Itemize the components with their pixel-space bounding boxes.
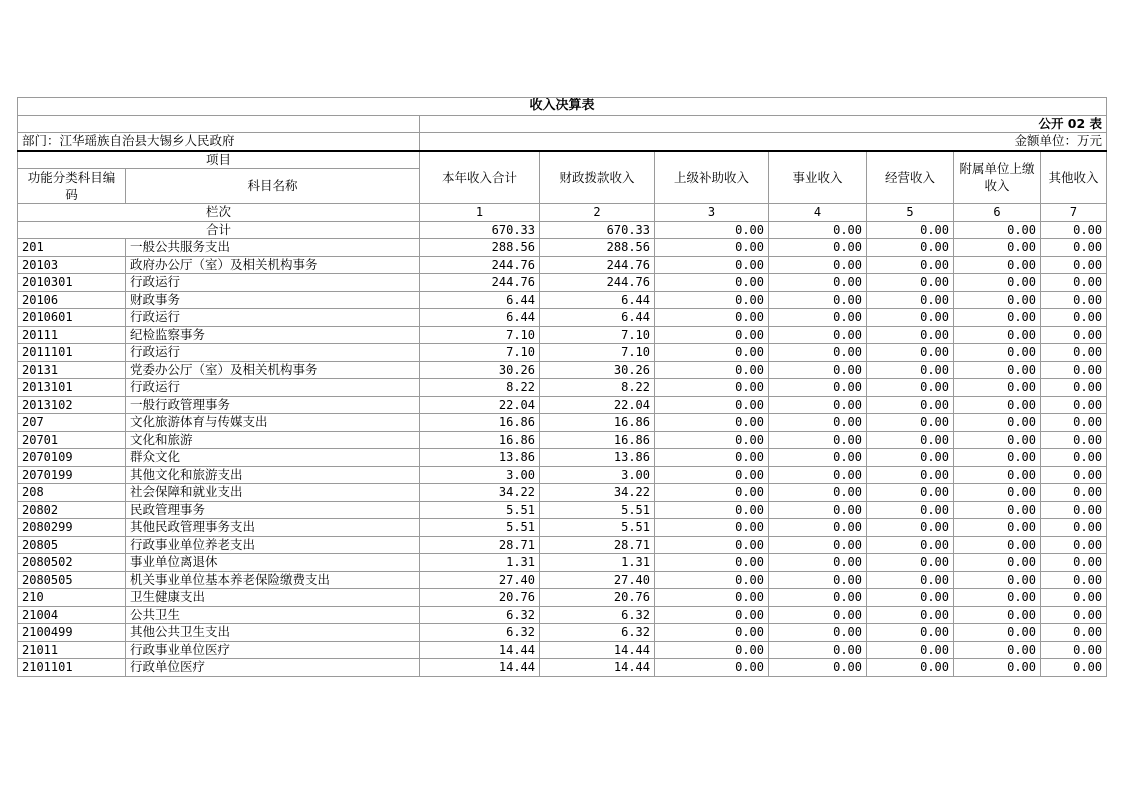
amount-cell: 0.00 — [769, 624, 867, 642]
amount-cell: 244.76 — [540, 256, 655, 274]
subject-code-cell: 20106 — [18, 291, 126, 309]
amount-cell: 0.00 — [769, 309, 867, 327]
subject-code-cell: 2013101 — [18, 379, 126, 397]
amount-cell: 0.00 — [1041, 239, 1107, 257]
amount-cell: 0.00 — [954, 449, 1041, 467]
amount-cell: 0.00 — [954, 326, 1041, 344]
subject-name-cell: 文化和旅游 — [126, 431, 420, 449]
subject-name-cell: 行政事业单位医疗 — [126, 641, 420, 659]
subject-name-cell: 一般公共服务支出 — [126, 239, 420, 257]
amount-cell: 16.86 — [420, 431, 540, 449]
form-number: 公开 02 表 — [420, 115, 1107, 133]
table-row — [18, 379, 1107, 397]
subject-name-cell: 行政单位医疗 — [126, 659, 420, 677]
fiscal-appropriation-header: 财政拨款收入 — [540, 151, 655, 204]
amount-cell: 0.00 — [1041, 256, 1107, 274]
total-value-cell: 0.00 — [769, 221, 867, 239]
amount-cell: 0.00 — [1041, 571, 1107, 589]
amount-cell: 244.76 — [540, 274, 655, 292]
amount-cell: 0.00 — [769, 274, 867, 292]
amount-cell: 0.00 — [769, 501, 867, 519]
subject-name-cell: 公共卫生 — [126, 606, 420, 624]
amount-cell: 0.00 — [867, 519, 954, 537]
subject-code-cell: 20805 — [18, 536, 126, 554]
amount-cell: 0.00 — [867, 326, 954, 344]
amount-cell: 0.00 — [769, 659, 867, 677]
amount-cell: 30.26 — [420, 361, 540, 379]
amount-cell: 0.00 — [655, 414, 769, 432]
amount-cell: 0.00 — [769, 589, 867, 607]
table-row — [18, 256, 1107, 274]
subject-code-cell: 20701 — [18, 431, 126, 449]
subject-name-cell: 文化旅游体育与传媒支出 — [126, 414, 420, 432]
business-income-header: 事业收入 — [769, 151, 867, 204]
column-index-cell: 5 — [867, 204, 954, 222]
amount-cell: 0.00 — [1041, 501, 1107, 519]
amount-cell: 0.00 — [954, 571, 1041, 589]
amount-cell: 0.00 — [769, 571, 867, 589]
table-row — [18, 466, 1107, 484]
operating-income-header: 经营收入 — [867, 151, 954, 204]
amount-cell: 27.40 — [540, 571, 655, 589]
subject-name-cell: 机关事业单位基本养老保险缴费支出 — [126, 571, 420, 589]
amount-cell: 0.00 — [867, 501, 954, 519]
amount-cell: 0.00 — [769, 519, 867, 537]
amount-cell: 0.00 — [867, 414, 954, 432]
subject-code-cell: 2070199 — [18, 466, 126, 484]
amount-cell: 0.00 — [867, 571, 954, 589]
amount-cell: 5.51 — [540, 519, 655, 537]
amount-cell: 6.32 — [540, 624, 655, 642]
amount-cell: 0.00 — [954, 344, 1041, 362]
subject-code-cell: 2080299 — [18, 519, 126, 537]
amount-cell: 13.86 — [420, 449, 540, 467]
table-row — [18, 326, 1107, 344]
total-income-header: 本年收入合计 — [420, 151, 540, 204]
table-row — [18, 641, 1107, 659]
subject-name-cell: 党委办公厅（室）及相关机构事务 — [126, 361, 420, 379]
amount-cell: 0.00 — [954, 501, 1041, 519]
amount-cell: 0.00 — [655, 624, 769, 642]
amount-cell: 0.00 — [954, 414, 1041, 432]
amount-cell: 0.00 — [769, 396, 867, 414]
amount-cell: 6.44 — [420, 291, 540, 309]
total-value-cell: 670.33 — [540, 221, 655, 239]
amount-cell: 0.00 — [954, 431, 1041, 449]
form-number-row — [18, 115, 1107, 133]
amount-cell: 13.86 — [540, 449, 655, 467]
amount-cell: 3.00 — [540, 466, 655, 484]
amount-cell: 0.00 — [954, 256, 1041, 274]
amount-cell: 0.00 — [867, 431, 954, 449]
column-index-cell: 4 — [769, 204, 867, 222]
amount-cell: 0.00 — [655, 554, 769, 572]
amount-cell: 0.00 — [867, 466, 954, 484]
amount-cell: 0.00 — [1041, 449, 1107, 467]
amount-cell: 0.00 — [769, 361, 867, 379]
amount-cell: 7.10 — [420, 326, 540, 344]
amount-cell: 30.26 — [540, 361, 655, 379]
amount-cell: 6.32 — [420, 606, 540, 624]
amount-cell: 16.86 — [540, 414, 655, 432]
subject-code-cell: 208 — [18, 484, 126, 502]
column-index-label: 栏次 — [18, 204, 420, 222]
subject-code-cell: 20802 — [18, 501, 126, 519]
amount-cell: 0.00 — [1041, 431, 1107, 449]
amount-cell: 28.71 — [540, 536, 655, 554]
amount-cell: 0.00 — [867, 344, 954, 362]
amount-cell: 0.00 — [655, 431, 769, 449]
amount-cell: 0.00 — [954, 624, 1041, 642]
amount-cell: 0.00 — [1041, 414, 1107, 432]
amount-cell: 6.44 — [540, 309, 655, 327]
amount-cell: 14.44 — [540, 659, 655, 677]
amount-cell: 0.00 — [867, 361, 954, 379]
amount-cell: 1.31 — [420, 554, 540, 572]
amount-cell: 0.00 — [867, 606, 954, 624]
amount-cell: 244.76 — [420, 274, 540, 292]
amount-cell: 0.00 — [655, 606, 769, 624]
amount-cell: 0.00 — [1041, 274, 1107, 292]
subject-name-cell: 政府办公厅（室）及相关机构事务 — [126, 256, 420, 274]
amount-cell: 0.00 — [655, 309, 769, 327]
subject-code-cell: 20111 — [18, 326, 126, 344]
amount-cell: 0.00 — [867, 554, 954, 572]
amount-cell: 0.00 — [954, 274, 1041, 292]
amount-cell: 28.71 — [420, 536, 540, 554]
amount-cell: 0.00 — [769, 431, 867, 449]
amount-cell: 0.00 — [867, 256, 954, 274]
column-index-row — [18, 204, 1107, 222]
function-code-header: 功能分类科目编码 — [18, 169, 126, 204]
amount-cell: 0.00 — [954, 606, 1041, 624]
affiliated-unit-income-header: 附属单位上缴收入 — [954, 151, 1041, 204]
subject-name-cell: 财政事务 — [126, 291, 420, 309]
amount-cell: 0.00 — [655, 274, 769, 292]
amount-cell: 0.00 — [954, 291, 1041, 309]
subject-name-cell: 卫生健康支出 — [126, 589, 420, 607]
amount-cell: 0.00 — [1041, 624, 1107, 642]
amount-cell: 0.00 — [867, 379, 954, 397]
subject-name-header: 科目名称 — [126, 169, 420, 204]
amount-cell: 0.00 — [655, 379, 769, 397]
amount-cell: 0.00 — [954, 641, 1041, 659]
subject-code-cell: 2101101 — [18, 659, 126, 677]
amount-cell: 0.00 — [655, 449, 769, 467]
amount-cell: 0.00 — [769, 414, 867, 432]
amount-cell: 0.00 — [867, 291, 954, 309]
amount-cell: 1.31 — [540, 554, 655, 572]
amount-cell: 0.00 — [867, 536, 954, 554]
amount-cell: 0.00 — [954, 379, 1041, 397]
amount-cell: 288.56 — [540, 239, 655, 257]
amount-cell: 0.00 — [867, 484, 954, 502]
amount-cell: 6.44 — [540, 291, 655, 309]
subject-name-cell: 行政运行 — [126, 379, 420, 397]
table-row — [18, 309, 1107, 327]
table-row — [18, 361, 1107, 379]
amount-cell: 0.00 — [655, 589, 769, 607]
table-row — [18, 449, 1107, 467]
amount-cell: 6.32 — [540, 606, 655, 624]
subject-code-cell: 2080502 — [18, 554, 126, 572]
amount-cell: 0.00 — [867, 641, 954, 659]
amount-cell: 0.00 — [954, 361, 1041, 379]
amount-cell: 0.00 — [954, 659, 1041, 677]
subject-code-cell: 2010601 — [18, 309, 126, 327]
amount-cell: 288.56 — [420, 239, 540, 257]
amount-cell: 14.44 — [540, 641, 655, 659]
table-row — [18, 291, 1107, 309]
amount-cell: 16.86 — [540, 431, 655, 449]
subject-name-cell: 行政运行 — [126, 344, 420, 362]
amount-cell: 0.00 — [867, 396, 954, 414]
subject-code-cell: 21004 — [18, 606, 126, 624]
total-label: 合计 — [18, 221, 420, 239]
total-value-cell: 0.00 — [655, 221, 769, 239]
amount-cell: 8.22 — [420, 379, 540, 397]
amount-cell: 0.00 — [954, 396, 1041, 414]
other-income-header: 其他收入 — [1041, 151, 1107, 204]
amount-cell: 0.00 — [1041, 379, 1107, 397]
amount-cell: 0.00 — [1041, 466, 1107, 484]
amount-cell: 0.00 — [769, 536, 867, 554]
amount-cell: 0.00 — [769, 379, 867, 397]
amount-cell: 0.00 — [1041, 536, 1107, 554]
table-row — [18, 501, 1107, 519]
amount-cell: 0.00 — [769, 449, 867, 467]
amount-cell: 0.00 — [1041, 396, 1107, 414]
amount-cell: 0.00 — [655, 571, 769, 589]
amount-cell: 0.00 — [1041, 484, 1107, 502]
amount-cell: 0.00 — [1041, 519, 1107, 537]
amount-cell: 0.00 — [655, 641, 769, 659]
column-index-cell: 7 — [1041, 204, 1107, 222]
amount-cell: 0.00 — [769, 326, 867, 344]
subject-name-cell: 其他文化和旅游支出 — [126, 466, 420, 484]
subject-code-cell: 20103 — [18, 256, 126, 274]
subject-code-cell: 207 — [18, 414, 126, 432]
amount-cell: 0.00 — [769, 291, 867, 309]
column-index-cell: 6 — [954, 204, 1041, 222]
total-value-cell: 0.00 — [1041, 221, 1107, 239]
table-row — [18, 571, 1107, 589]
department-label: 部门：江华瑶族自治县大锡乡人民政府 — [18, 133, 420, 151]
amount-cell: 0.00 — [769, 554, 867, 572]
subject-name-cell: 民政管理事务 — [126, 501, 420, 519]
amount-cell: 0.00 — [954, 519, 1041, 537]
amount-cell: 0.00 — [1041, 589, 1107, 607]
subject-code-cell: 2100499 — [18, 624, 126, 642]
amount-cell: 0.00 — [1041, 554, 1107, 572]
column-index-cell: 1 — [420, 204, 540, 222]
amount-cell: 0.00 — [655, 326, 769, 344]
amount-cell: 0.00 — [1041, 659, 1107, 677]
table-row — [18, 624, 1107, 642]
table-row — [18, 484, 1107, 502]
amount-cell: 0.00 — [1041, 344, 1107, 362]
amount-cell: 0.00 — [954, 589, 1041, 607]
amount-cell: 0.00 — [655, 239, 769, 257]
amount-cell: 0.00 — [954, 536, 1041, 554]
total-value-cell: 670.33 — [420, 221, 540, 239]
amount-cell: 0.00 — [867, 274, 954, 292]
amount-cell: 0.00 — [655, 361, 769, 379]
table-row — [18, 606, 1107, 624]
amount-cell: 0.00 — [655, 396, 769, 414]
total-row — [18, 221, 1107, 239]
total-value-cell: 0.00 — [867, 221, 954, 239]
subject-code-cell: 2010301 — [18, 274, 126, 292]
amount-cell: 6.32 — [420, 624, 540, 642]
amount-cell: 14.44 — [420, 659, 540, 677]
subject-name-cell: 事业单位离退休 — [126, 554, 420, 572]
amount-cell: 0.00 — [655, 519, 769, 537]
subject-code-cell: 21011 — [18, 641, 126, 659]
amount-cell: 8.22 — [540, 379, 655, 397]
subject-name-cell: 其他民政管理事务支出 — [126, 519, 420, 537]
amount-cell: 16.86 — [420, 414, 540, 432]
header-row-1 — [18, 151, 1107, 169]
subject-name-cell: 一般行政管理事务 — [126, 396, 420, 414]
amount-cell: 0.00 — [1041, 606, 1107, 624]
column-index-cell: 2 — [540, 204, 655, 222]
superior-subsidy-header: 上级补助收入 — [655, 151, 769, 204]
table-row — [18, 414, 1107, 432]
amount-cell: 0.00 — [655, 256, 769, 274]
amount-cell: 0.00 — [655, 466, 769, 484]
amount-cell: 0.00 — [655, 484, 769, 502]
amount-cell: 0.00 — [1041, 309, 1107, 327]
amount-cell: 0.00 — [1041, 326, 1107, 344]
subject-code-cell: 210 — [18, 589, 126, 607]
subject-name-cell: 其他公共卫生支出 — [126, 624, 420, 642]
total-value-cell: 0.00 — [954, 221, 1041, 239]
subject-name-cell: 社会保障和就业支出 — [126, 484, 420, 502]
amount-cell: 0.00 — [655, 291, 769, 309]
amount-cell: 27.40 — [420, 571, 540, 589]
amount-cell: 3.00 — [420, 466, 540, 484]
title-row — [18, 98, 1107, 116]
amount-cell: 5.51 — [540, 501, 655, 519]
table-row — [18, 589, 1107, 607]
amount-cell: 0.00 — [769, 466, 867, 484]
amount-cell: 244.76 — [420, 256, 540, 274]
amount-cell: 20.76 — [540, 589, 655, 607]
table-row — [18, 274, 1107, 292]
amount-cell: 5.51 — [420, 501, 540, 519]
amount-cell: 34.22 — [420, 484, 540, 502]
subject-name-cell: 行政事业单位养老支出 — [126, 536, 420, 554]
subject-code-cell: 20131 — [18, 361, 126, 379]
income-final-accounts-table — [17, 97, 1107, 677]
department-row — [18, 133, 1107, 151]
table-row — [18, 536, 1107, 554]
amount-cell: 20.76 — [420, 589, 540, 607]
amount-cell: 0.00 — [867, 659, 954, 677]
subject-name-cell: 行政运行 — [126, 274, 420, 292]
amount-cell: 0.00 — [769, 256, 867, 274]
amount-cell: 0.00 — [655, 536, 769, 554]
amount-cell: 6.44 — [420, 309, 540, 327]
amount-cell: 0.00 — [867, 589, 954, 607]
amount-cell: 0.00 — [769, 344, 867, 362]
subject-code-cell: 2080505 — [18, 571, 126, 589]
amount-cell: 0.00 — [655, 344, 769, 362]
amount-cell: 0.00 — [867, 309, 954, 327]
amount-cell: 0.00 — [954, 239, 1041, 257]
subject-code-cell: 2011101 — [18, 344, 126, 362]
amount-cell: 0.00 — [655, 659, 769, 677]
table-row — [18, 344, 1107, 362]
blank-cell — [18, 115, 420, 133]
table-title: 收入决算表 — [18, 98, 1107, 116]
amount-cell: 0.00 — [1041, 641, 1107, 659]
amount-cell: 7.10 — [540, 344, 655, 362]
amount-cell: 0.00 — [1041, 291, 1107, 309]
amount-cell: 0.00 — [954, 466, 1041, 484]
column-index-cell: 3 — [655, 204, 769, 222]
table-row — [18, 239, 1107, 257]
amount-cell: 0.00 — [769, 606, 867, 624]
amount-cell: 0.00 — [867, 449, 954, 467]
table-row — [18, 519, 1107, 537]
amount-cell: 0.00 — [1041, 361, 1107, 379]
amount-cell: 0.00 — [655, 501, 769, 519]
amount-cell: 0.00 — [954, 554, 1041, 572]
amount-cell: 22.04 — [420, 396, 540, 414]
amount-cell: 0.00 — [769, 641, 867, 659]
amount-cell: 14.44 — [420, 641, 540, 659]
item-group-header: 项目 — [18, 151, 420, 169]
amount-cell: 0.00 — [769, 239, 867, 257]
amount-cell: 22.04 — [540, 396, 655, 414]
amount-cell: 0.00 — [954, 484, 1041, 502]
subject-code-cell: 2013102 — [18, 396, 126, 414]
subject-name-cell: 行政运行 — [126, 309, 420, 327]
amount-cell: 7.10 — [540, 326, 655, 344]
amount-unit: 金额单位：万元 — [420, 133, 1107, 151]
amount-cell: 0.00 — [954, 309, 1041, 327]
amount-cell: 0.00 — [769, 484, 867, 502]
subject-code-cell: 2070109 — [18, 449, 126, 467]
amount-cell: 0.00 — [867, 624, 954, 642]
table-row — [18, 396, 1107, 414]
table-row — [18, 659, 1107, 677]
table-row — [18, 554, 1107, 572]
table-row — [18, 431, 1107, 449]
amount-cell: 7.10 — [420, 344, 540, 362]
subject-name-cell: 群众文化 — [126, 449, 420, 467]
amount-cell: 34.22 — [540, 484, 655, 502]
amount-cell: 0.00 — [867, 239, 954, 257]
subject-name-cell: 纪检监察事务 — [126, 326, 420, 344]
amount-cell: 5.51 — [420, 519, 540, 537]
subject-code-cell: 201 — [18, 239, 126, 257]
